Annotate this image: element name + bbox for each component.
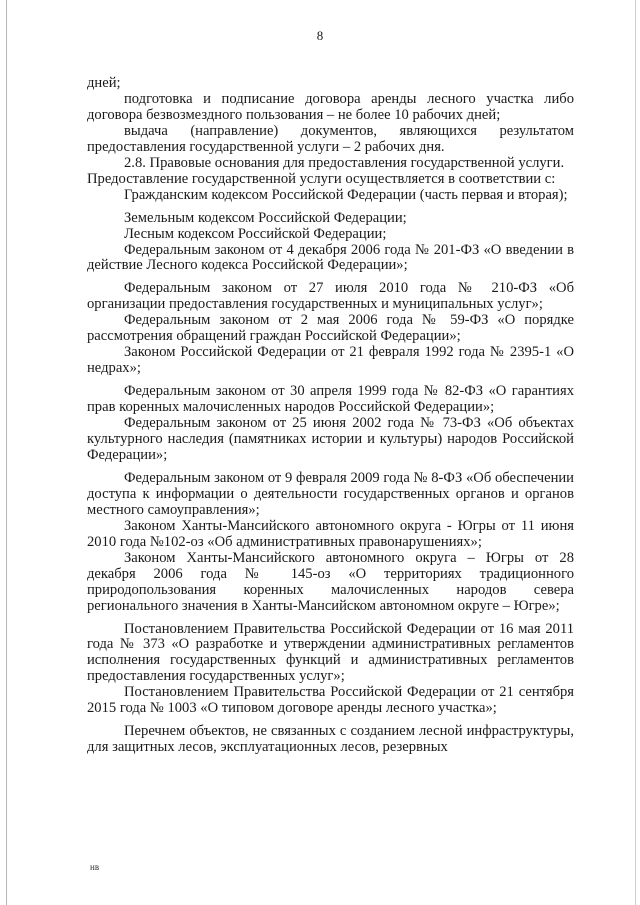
footer-mark: нв [90,862,100,872]
paragraph: Законом Российской Федерации от 21 февраля 1992 года № 2395-1 «О недрах»; [87,344,574,377]
paragraph: Федеральным законом от 27 июля 2010 года № 210-ФЗ «Об организации предоставления государственных и муниципальных услуг»; [87,280,574,313]
paragraph: выдача (направление) документов, являющихся результатом предоставления государственной услуги – 2 рабочих дня. [87,122,574,155]
section-heading: 2.8. Правовые основания для предоставления государственной услуги. [124,154,565,171]
scan-left-edge [6,0,7,905]
paragraph: Законом Ханты-Мансийского автономного округа – Югры от 28 декабря 2006 года № 145-оз «О территориях традиционного природопользования коренных малочисленных народов севера регионального значения в Ханты-Мансийском автономном округе – Югре»; [87,549,574,614]
paragraph: дней; [87,75,121,91]
paragraph: Перечнем объектов, не связанных с созданием лесной инфраструктуры, для защитных лесов, эксплуатационных лесов, резервных [87,723,574,756]
paragraph: Земельным кодексом Российской Федерации; [124,209,407,226]
paragraph: Гражданским кодексом Российской Федерации (часть первая и вторая); [124,186,568,203]
page-number: 8 [316,28,324,43]
paragraph: Предоставление государственной услуги осуществляется в соответствии с: [87,170,556,187]
paragraph: Федеральным законом от 4 декабря 2006 года № 201-ФЗ «О введении в действие Лесного кодекса Российской Федерации»; [87,241,574,274]
paragraph: Законом Ханты-Мансийского автономного округа - Югры от 11 июня 2010 года №102-оз «Об административных правонарушениях»; [87,517,574,550]
scan-right-edge [635,0,636,905]
paragraph: Федеральным законом от 25 июня 2002 года № 73-ФЗ «Об объектах культурного наследия (памятниках истории и культуры) народов Российской Федерации»; [87,415,574,463]
document-body [87,76,574,756]
paragraph: подготовка и подписание договора аренды лесного участка либо договора безвозмездного пользования – не более 10 рабочих дней; [87,90,574,123]
paragraph: Федеральным законом от 30 апреля 1999 года № 82-ФЗ «О гарантиях прав коренных малочисленных народов Российской Федерации»; [87,383,574,416]
paragraph: Федеральным законом от 2 мая 2006 года № 59-ФЗ «О порядке рассмотрения обращений граждан Российской Федерации»; [87,312,574,345]
paragraph: Постановлением Правительства Российской Федерации от 16 мая 2011 года № 373 «О разработке и утверждении административных регламентов исполнения государственных функций и административных регламентов предоставления государственных услуг»; [87,620,574,685]
paragraph: Федеральным законом от 9 февраля 2009 года № 8-ФЗ «Об обеспечении доступа к информации о деятельности государственных органов и органов местного самоуправления»; [87,469,574,518]
paragraph: Постановлением Правительства Российской Федерации от 21 сентября 2015 года № 1003 «О типовом договоре аренды лесного участка»; [87,684,574,717]
paragraph: Лесным кодексом Российской Федерации; [124,225,387,242]
